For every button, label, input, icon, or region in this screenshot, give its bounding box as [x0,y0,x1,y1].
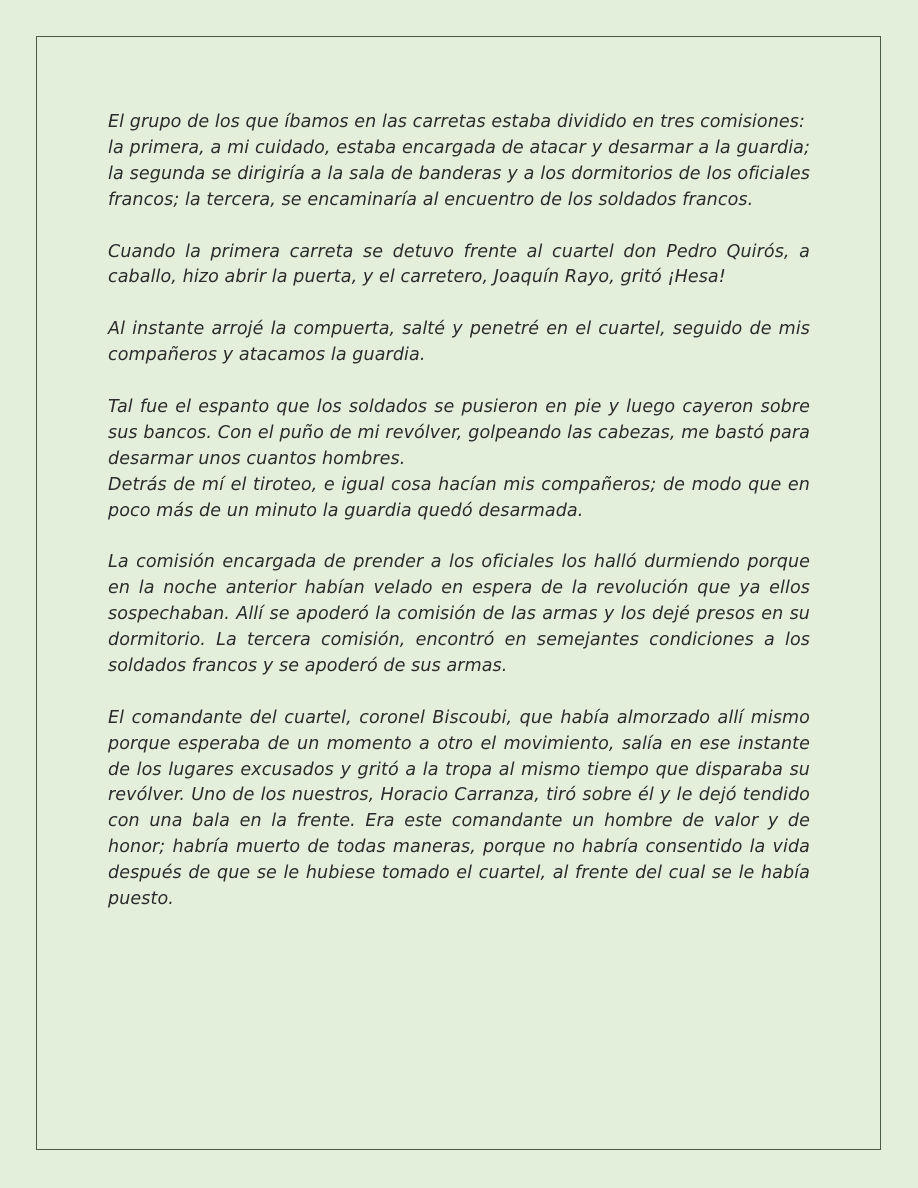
document-body [108,110,810,913]
paragraph-gap [108,680,810,706]
paragraph-1-line-2: la primera, a mi cuidado, estaba encargada de atacar y desarmar a la guardia; la segunda se dirigiría a la sala de banderas y a los dormitorios de los oficiales francos; la tercera, se encaminaría al encuentro de los soldados francos. [108,137,810,210]
paragraph-6: El comandante del cuartel, coronel Biscoubi, que había almorzado allí mismo porque esperaba de un momento a otro el movimiento, salía en ese instante de los lugares excusados y gritó a la tropa al mismo tiempo que disparaba su revólver. Uno de los nuestros, Horacio Carranza, tiró sobre él y le dejó tendido con una bala en la frente. Era este comandante un hombre de valor y de honor; habría muerto de todas maneras, porque no habría consentido la vida después de que se le hubiese tomado el cuartel, al frente del cual se le había puesto. [108,707,810,910]
paragraph-gap [108,291,810,317]
paragraph-gap [108,214,810,240]
paragraph-5: La comisión encargada de prender a los oficiales los halló durmiendo porque en la noche anterior habían velado en espera de la revolución que ya ellos sospechaban. Allí se apoderó la comisión de las armas y los dejé presos en su dormitorio. La tercera comisión, encontró en semejantes condiciones a los soldados francos y se apoderó de sus armas. [108,552,810,676]
paragraph-3: Al instante arrojé la compuerta, salté y penetré en el cuartel, seguido de mis compañeros y atacamos la guardia. [108,319,810,366]
paragraph-gap [108,524,810,550]
paragraph-2: Cuando la primera carreta se detuvo frente al cuartel don Pedro Quirós, a caballo, hizo abrir la puerta, y el carretero, Joaquín Rayo, gritó ¡Hesa! [108,241,810,288]
paragraph-4-line-1: Tal fue el espanto que los soldados se pusieron en pie y luego cayeron sobre sus bancos. Con el puño de mi revólver, golpeando las cabezas, me bastó para desarmar unos cuantos hombres. [108,396,810,469]
paragraph-gap [108,369,810,395]
paragraph-4-line-2: Detrás de mí el tiroteo, e igual cosa hacían mis compañeros; de modo que en poco más de un minuto la guardia quedó desarmada. [108,474,810,521]
paragraph-1-line-1: El grupo de los que íbamos en las carretas estaba dividido en tres comisiones: [108,112,805,132]
